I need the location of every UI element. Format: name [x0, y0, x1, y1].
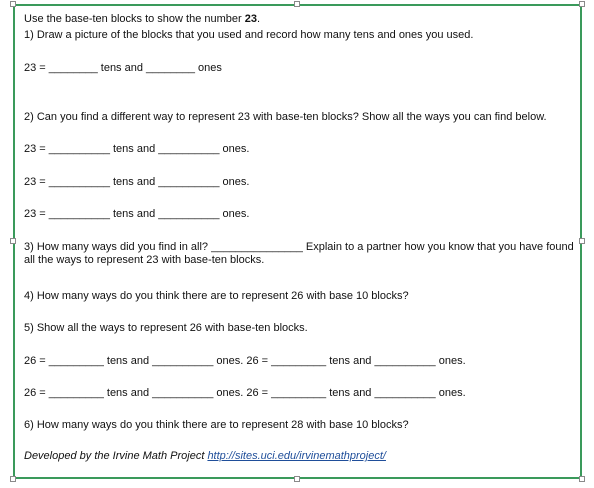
resize-handle-bottom-right[interactable] — [579, 476, 585, 482]
resize-handle-bottom-left[interactable] — [10, 476, 16, 482]
question-1: 1) Draw a picture of the blocks that you used and record how many tens and ones you used. — [24, 29, 474, 41]
question-1-blank: 23 = ________ tens and ________ ones — [24, 62, 222, 74]
resize-handle-middle-right[interactable] — [579, 238, 585, 244]
question-5: 5) Show all the ways to represent 26 with base-ten blocks. — [24, 322, 308, 334]
question-2-blank-3: 23 = __________ tens and __________ ones. — [24, 208, 250, 220]
question-2-blank-2: 23 = __________ tens and __________ ones. — [24, 176, 250, 188]
question-5-row-1: 26 = _________ tens and __________ ones. 26 = _________ tens and __________ ones. — [24, 355, 466, 367]
question-2: 2) Can you find a different way to represent 23 with base-ten blocks? Show all the ways you can find below. — [24, 111, 547, 123]
footer-link[interactable]: http://sites.uci.edu/irvinemathproject/ — [207, 450, 386, 462]
resize-handle-top-right[interactable] — [579, 1, 585, 7]
question-5-row-2: 26 = _________ tens and __________ ones. 26 = _________ tens and __________ ones. — [24, 387, 466, 399]
question-3: 3) How many ways did you find in all? _______________ Explain to a partner how you know that you have found all the ways to represent 23 with base-ten blocks. — [24, 241, 574, 266]
question-2-blank-1: 23 = __________ tens and __________ ones. — [24, 143, 250, 155]
intro-number: 23 — [244, 13, 257, 25]
intro-period: . — [256, 13, 261, 25]
resize-handle-top-middle[interactable] — [294, 1, 300, 7]
footer — [24, 450, 386, 463]
footer-credit: Developed by the Irvine Math Project — [24, 450, 208, 462]
question-4: 4) How many ways do you think there are to represent 26 with base 10 blocks? — [24, 290, 409, 302]
resize-handle-bottom-middle[interactable] — [294, 476, 300, 482]
resize-handle-middle-left[interactable] — [10, 238, 16, 244]
resize-handle-top-left[interactable] — [10, 1, 16, 7]
intro-text: Use the base-ten blocks to show the number — [24, 13, 245, 25]
question-6: 6) How many ways do you think there are to represent 28 with base 10 blocks? — [24, 419, 409, 431]
intro-line — [24, 13, 260, 26]
